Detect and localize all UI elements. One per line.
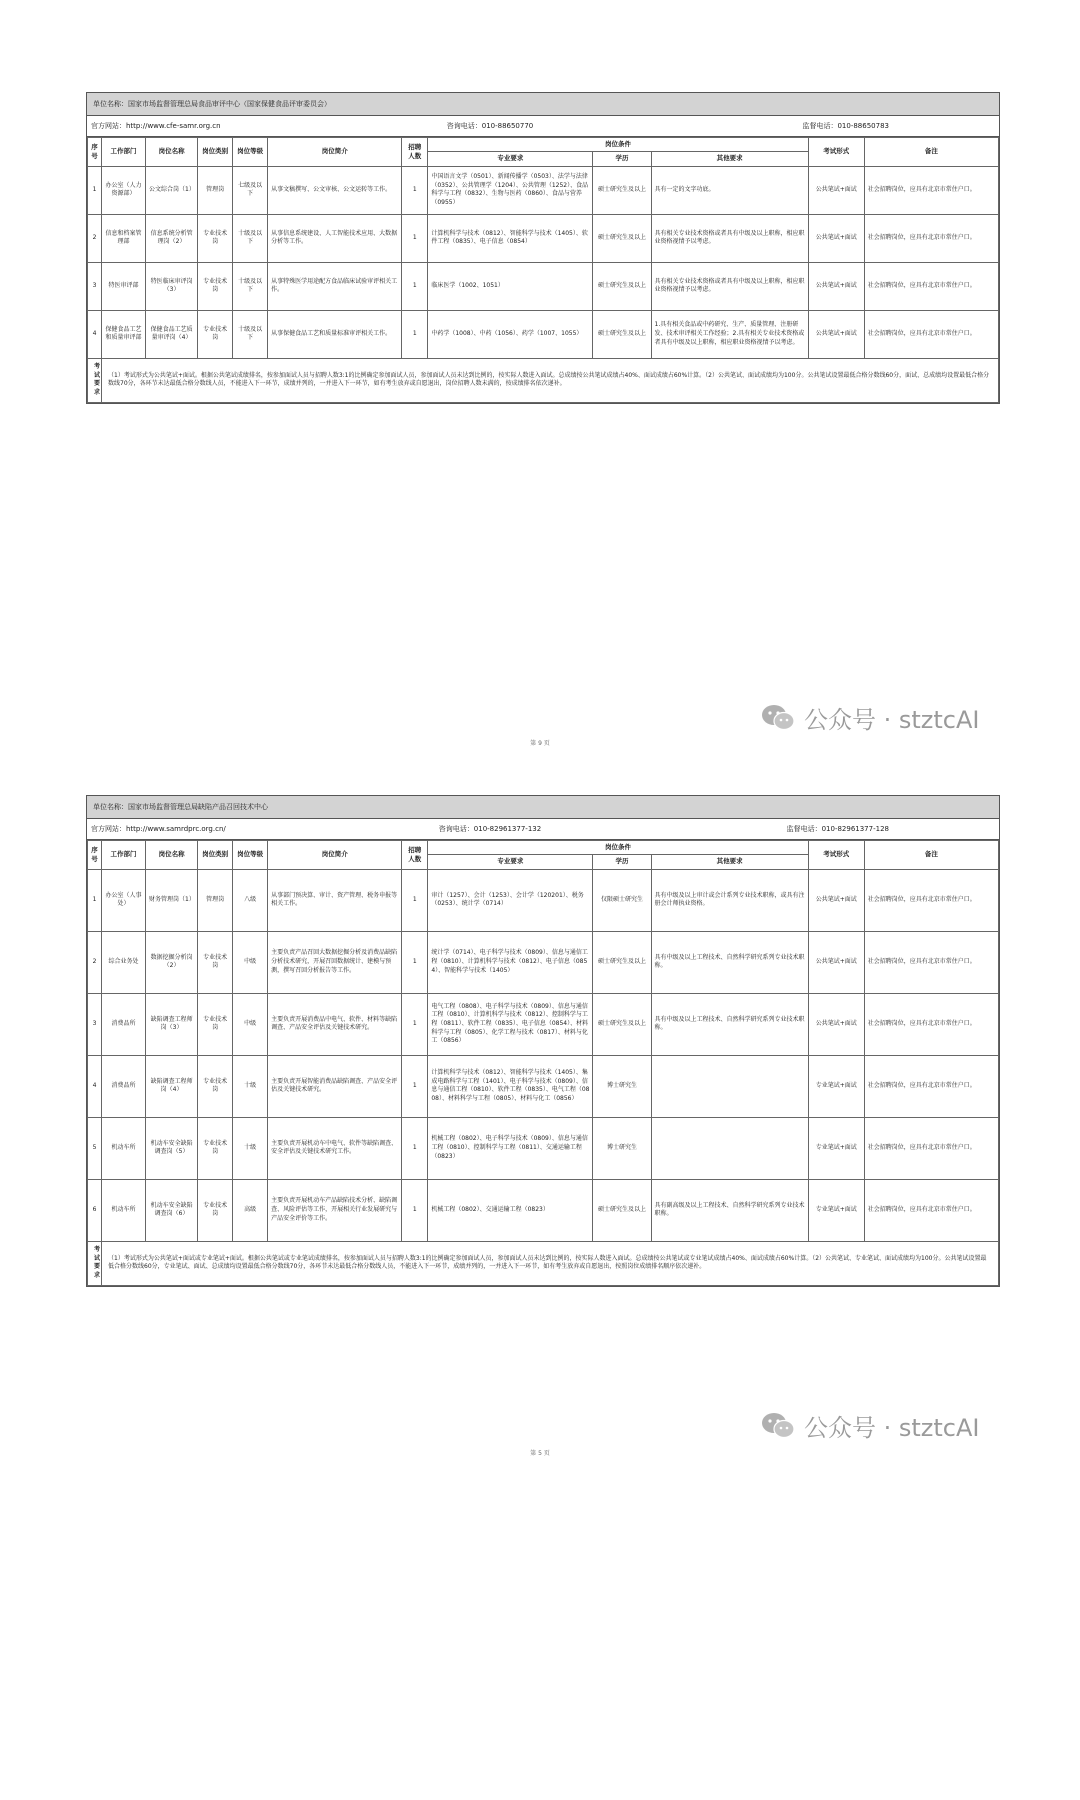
cell-post: 机动车安全缺陷调查岗（6） [146,1179,198,1241]
cell-seq: 2 [88,931,102,993]
cell-intro: 主要负责开展消费品中电气、软件、材料等缺陷调查、产品安全评估及关键技术研究。 [268,993,402,1055]
cell-note: 社会招聘岗位，应具有北京市常住户口。 [864,1117,998,1179]
cell-seq: 4 [88,1055,102,1117]
cell-intro: 主要负责产品召回大数据挖掘分析及消费品缺陷分析技术研究，开展召回数据统计、建模与预测，撰写召回分析报告等工作。 [268,931,402,993]
header-count: 招聘人数 [402,841,428,870]
page-number: 第 9 页 [530,740,550,747]
cell-exam: 公共笔试+面试 [808,869,864,931]
cell-seq: 2 [88,214,102,262]
cell-type: 专业技术岗 [198,262,233,310]
table-row [88,1055,999,1117]
cell-level: 八级 [233,869,268,931]
cell-post: 财务管理岗（1） [146,869,198,931]
cell-major: 统计学（0714）、电子科学与技术（0809）、信息与通信工程（0810）、计算机科学与技术（0812）、电子信息（0854）、智能科学与技术（1405） [428,931,593,993]
cell-seq: 5 [88,1117,102,1179]
table-body [88,869,999,1241]
cell-exam: 公共笔试+面试 [808,214,864,262]
cell-dept: 办公室（人力资源部） [102,166,146,214]
cell-type: 专业技术岗 [198,993,233,1055]
exam-requirements-label: 考试要求 [88,358,102,402]
exam-requirements-row [88,1241,999,1285]
header-level: 岗位等级 [233,841,268,870]
cell-seq: 1 [88,869,102,931]
cell-type: 专业技术岗 [198,1179,233,1241]
cell-post: 信息系统分析管理岗（2） [146,214,198,262]
cell-other: 具有中级及以上工程技术、自然科学研究系列专业技术职称。 [651,993,808,1055]
cell-edu: 硕士研究生及以上 [593,262,651,310]
header-intro: 岗位简介 [268,138,402,167]
cell-edu: 硕士研究生及以上 [593,310,651,358]
header-dept: 工作部门 [102,841,146,870]
cell-major: 临床医学（1002、1051） [428,262,593,310]
cell-dept: 特医审评部 [102,262,146,310]
header-major: 专业要求 [428,152,593,166]
recruitment-table-page-2 [86,795,1000,1287]
cell-intro: 从事保健食品工艺和质量标准审评相关工作。 [268,310,402,358]
header-other: 其他要求 [651,152,808,166]
cell-other [651,1117,808,1179]
cell-intro: 从事部门预决算、审计、资产管理、税务申报等相关工作。 [268,869,402,931]
cell-intro: 主要负责开展智能消费品缺陷调查、产品安全评估及关键技术研究。 [268,1055,402,1117]
cell-post: 机动车安全缺陷调查岗（5） [146,1117,198,1179]
cell-count: 1 [402,1179,428,1241]
header-level: 岗位等级 [233,138,268,167]
cell-edu: 博士研究生 [593,1055,651,1117]
header-seq: 序号 [88,841,102,870]
header-post: 岗位名称 [146,138,198,167]
cell-exam: 专业笔试+面试 [808,1179,864,1241]
wechat-icon [760,703,796,733]
cell-seq: 4 [88,310,102,358]
header-dept: 工作部门 [102,138,146,167]
cell-exam: 公共笔试+面试 [808,310,864,358]
cell-note: 社会招聘岗位，应具有北京市常住户口。 [864,869,998,931]
cell-type: 专业技术岗 [198,1055,233,1117]
cell-intro: 主要负责开展机动车产品缺陷技术分析、缺陷调查、风险评估等工作，开展相关行业发展研究与产品安全评价等工作。 [268,1179,402,1241]
cell-exam: 公共笔试+面试 [808,993,864,1055]
cell-level: 十级及以下 [233,214,268,262]
header-type: 岗位类别 [198,138,233,167]
table-row [88,1179,999,1241]
consult-phone: 咨询电话：010-88650770 [446,122,534,130]
cell-major: 中国语言文学（0501）、新闻传播学（0503）、法学与法律（0352）、公共管理学（1204）、公共管理（1252）、食品科学与工程（0832）、生物与医药（0860）、食品与营养（0955） [428,166,593,214]
cell-level: 十级及以下 [233,262,268,310]
table-row [88,931,999,993]
cell-other: 具有相关专业技术资格或者具有中级及以上职称，相应职业资格视情予以考虑。 [651,262,808,310]
cell-dept: 消费品所 [102,993,146,1055]
cell-count: 1 [402,1055,428,1117]
cell-note: 社会招聘岗位，应具有北京市常住户口。 [864,1055,998,1117]
watermark [760,700,980,735]
cell-type: 专业技术岗 [198,310,233,358]
official-website: 官方网站：http://www.cfe-samr.org.cn [91,122,221,130]
cell-major: 电气工程（0808）、电子科学与技术（0809）、信息与通信工程（0810）、计算机科学与技术（0812）、控制科学与工程（0811）、软件工程（0835）、电子信息（0854）、材料科学与工程（0805）、化学工程与技术（0817）、材料与化工（0856） [428,993,593,1055]
cell-count: 1 [402,931,428,993]
cell-edu: 博士研究生 [593,1117,651,1179]
cell-exam: 专业笔试+面试 [808,1117,864,1179]
header-exam: 考试形式 [808,138,864,167]
cell-level: 十级及以下 [233,310,268,358]
contact-row [87,819,999,840]
header-edu: 学历 [593,855,651,869]
header-conditions: 岗位条件 [428,138,808,152]
cell-dept: 综合业务处 [102,931,146,993]
cell-count: 1 [402,214,428,262]
header-other: 其他要求 [651,855,808,869]
supervise-phone: 监督电话：010-88650783 [802,122,889,130]
cell-level: 中级 [233,931,268,993]
table-header [88,138,999,167]
table-row [88,262,999,310]
cell-edu: 硕士研究生及以上 [593,1179,651,1241]
cell-post: 特医临床审评岗（3） [146,262,198,310]
header-note: 备注 [864,841,998,870]
wechat-icon [760,1411,796,1441]
watermark-text: 公众号 · stztcAI [804,706,980,734]
cell-post: 公文综合岗（1） [146,166,198,214]
header-conditions: 岗位条件 [428,841,808,855]
cell-count: 1 [402,166,428,214]
table-body [88,166,999,358]
cell-type: 管理岗 [198,869,233,931]
exam-requirements-text: （1）考试形式为公共笔试+面试或专业笔试+面试。根据公共笔试或专业笔试成绩排名，按参加面试人员与招聘人数3:1的比例确定参加面试人员，参加面试人员未达到比例的，按实际人数进入面试。总成绩按公共笔试或专业笔试成绩占40%、面试成绩占60%计算。（2）公共笔试、专业笔试、面试成绩均为100分。公共笔试设置最低合格分数线60分，专业笔试、面试、总成绩均设置最低合格分数线70分，各环节未达最低合格分数线人员，不能进入下一环节，成绩并列的，一并进入下一环节，如有考生放弃或自愿退出，按照岗位成绩排名顺序依次递补。 [102,1241,999,1285]
cell-note: 社会招聘岗位，应具有北京市常住户口。 [864,262,998,310]
cell-dept: 机动车所 [102,1117,146,1179]
cell-dept: 机动车所 [102,1179,146,1241]
exam-requirements-text: （1）考试形式为公共笔试+面试。根据公共笔试成绩排名，按参加面试人员与招聘人数3:1的比例确定参加面试人员，参加面试人员未达到比例的，按实际人数进入面试。总成绩按公共笔试成绩占40%、面试成绩占60%计算。（2）公共笔试、面试成绩均为100分。公共笔试设置最低合格分数线60分，面试、总成绩均设置最低合格分数线70分，各环节未达最低合格分数线人员，不能进入下一环节，成绩并列的，一并进入下一环节，如有考生放弃或自愿退出，岗位招聘人数未满的，按成绩排名依次递补。 [102,358,999,402]
cell-exam: 公共笔试+面试 [808,166,864,214]
cell-level: 十级 [233,1055,268,1117]
page-number: 第 5 页 [530,1450,550,1457]
header-type: 岗位类别 [198,841,233,870]
cell-other: 具有中级及以上工程技术、自然科学研究系列专业技术职称。 [651,931,808,993]
cell-dept: 办公室（人事处） [102,869,146,931]
supervise-phone: 监督电话：010-82961377-128 [786,825,889,833]
cell-dept: 信息和档案管理部 [102,214,146,262]
cell-post: 数据挖掘分析岗（2） [146,931,198,993]
cell-intro: 从事特殊医学用途配方食品临床试验审评相关工作。 [268,262,402,310]
cell-other [651,1055,808,1117]
header-note: 备注 [864,138,998,167]
table-row [88,1117,999,1179]
consult-phone: 咨询电话：010-82961377-132 [438,825,542,833]
cell-count: 1 [402,262,428,310]
cell-other: 具有副高级及以上工程技术、自然科学研究系列专业技术职称。 [651,1179,808,1241]
cell-count: 1 [402,1117,428,1179]
cell-major: 计算机科学与技术（0812）、智能科学与技术（1405）、软件工程（0835）、电子信息（0854） [428,214,593,262]
unit-name-bar: 单位名称：国家市场监督管理总局食品审评中心（国家保健食品评审委员会） [87,93,999,116]
cell-edu: 仅限硕士研究生 [593,869,651,931]
cell-type: 专业技术岗 [198,1117,233,1179]
cell-post: 保健食品工艺质量审评岗（4） [146,310,198,358]
table-row [88,993,999,1055]
cell-count: 1 [402,310,428,358]
official-website: 官方网站：http://www.samrdprc.org.cn/ [91,825,226,833]
table-header [88,841,999,870]
cell-intro: 从事文稿撰写、公文审核、公文运转等工作。 [268,166,402,214]
cell-edu: 硕士研究生及以上 [593,931,651,993]
positions-table [87,137,999,403]
cell-other: 具有一定的文字功底。 [651,166,808,214]
cell-dept: 保健食品工艺和质量审评部 [102,310,146,358]
cell-note: 社会招聘岗位，应具有北京市常住户口。 [864,993,998,1055]
cell-other: 具有中级及以上审计或会计系列专业技术职称，或具有注册会计师执业资格。 [651,869,808,931]
cell-seq: 6 [88,1179,102,1241]
cell-note: 社会招聘岗位，应具有北京市常住户口。 [864,931,998,993]
cell-other: 具有相关专业技术资格或者具有中级及以上职称，相应职业资格视情予以考虑。 [651,214,808,262]
exam-requirements-label: 考试要求 [88,1241,102,1285]
cell-count: 1 [402,993,428,1055]
cell-level: 中级 [233,993,268,1055]
watermark [760,1408,980,1443]
recruitment-table-page-1 [86,92,1000,404]
cell-exam: 公共笔试+面试 [808,262,864,310]
table-row [88,166,999,214]
cell-edu: 硕士研究生及以上 [593,214,651,262]
header-major: 专业要求 [428,855,593,869]
cell-level: 十级 [233,1117,268,1179]
cell-exam: 专业笔试+面试 [808,1055,864,1117]
cell-major: 机械工程（0802）、交通运输工程（0823） [428,1179,593,1241]
cell-post: 缺陷调查工程师岗（4） [146,1055,198,1117]
header-intro: 岗位简介 [268,841,402,870]
cell-type: 管理岗 [198,166,233,214]
cell-edu: 硕士研究生及以上 [593,166,651,214]
cell-major: 机械工程（0802）、电子科学与技术（0809）、信息与通信工程（0810）、控制科学与工程（0811）、交通运输工程（0823） [428,1117,593,1179]
header-exam: 考试形式 [808,841,864,870]
watermark-text: 公众号 · stztcAI [804,1414,980,1442]
cell-level: 高级 [233,1179,268,1241]
cell-other: 1.具有相关食品或中药研究、生产、质量管理、注册研发、技术审评相关工作经验；2.具有相关专业技术资格或者具有中级及以上职称，相应职业资格视情予以考虑。 [651,310,808,358]
table-row [88,310,999,358]
cell-type: 专业技术岗 [198,931,233,993]
cell-exam: 公共笔试+面试 [808,931,864,993]
cell-major: 审计（1257）、会计（1253）、会计学（120201）、税务（0253）、统计学（0714） [428,869,593,931]
cell-seq: 1 [88,166,102,214]
header-count: 招聘人数 [402,138,428,167]
table-row [88,869,999,931]
cell-post: 缺陷调查工程师岗（3） [146,993,198,1055]
exam-requirements-row [88,358,999,402]
unit-name-bar: 单位名称：国家市场监督管理总局缺陷产品召回技术中心 [87,796,999,819]
cell-major: 中药学（1008）、中药（1056）、药学（1007、1055） [428,310,593,358]
header-seq: 序号 [88,138,102,167]
cell-note: 社会招聘岗位，应具有北京市常住户口。 [864,310,998,358]
cell-intro: 从事信息系统建设、人工智能技术应用、大数据分析等工作。 [268,214,402,262]
cell-dept: 消费品所 [102,1055,146,1117]
cell-level: 七级及以下 [233,166,268,214]
positions-table [87,840,999,1286]
cell-major: 计算机科学与技术（0812）、智能科学与技术（1405）、集成电路科学与工程（1401）、电子科学与技术（0809）、信息与通信工程（0810）、软件工程（0835）、电气工程（0808）、材料科学与工程（0805）、材料与化工（0856） [428,1055,593,1117]
cell-note: 社会招聘岗位，应具有北京市常住户口。 [864,166,998,214]
cell-count: 1 [402,869,428,931]
header-post: 岗位名称 [146,841,198,870]
header-edu: 学历 [593,152,651,166]
cell-intro: 主要负责开展机动车中电气、软件等缺陷调查、安全评估及关键技术研究工作。 [268,1117,402,1179]
cell-note: 社会招聘岗位，应具有北京市常住户口。 [864,1179,998,1241]
cell-seq: 3 [88,993,102,1055]
cell-type: 专业技术岗 [198,214,233,262]
cell-edu: 硕士研究生及以上 [593,993,651,1055]
table-row [88,214,999,262]
cell-note: 社会招聘岗位，应具有北京市常住户口。 [864,214,998,262]
cell-seq: 3 [88,262,102,310]
contact-row [87,116,999,137]
